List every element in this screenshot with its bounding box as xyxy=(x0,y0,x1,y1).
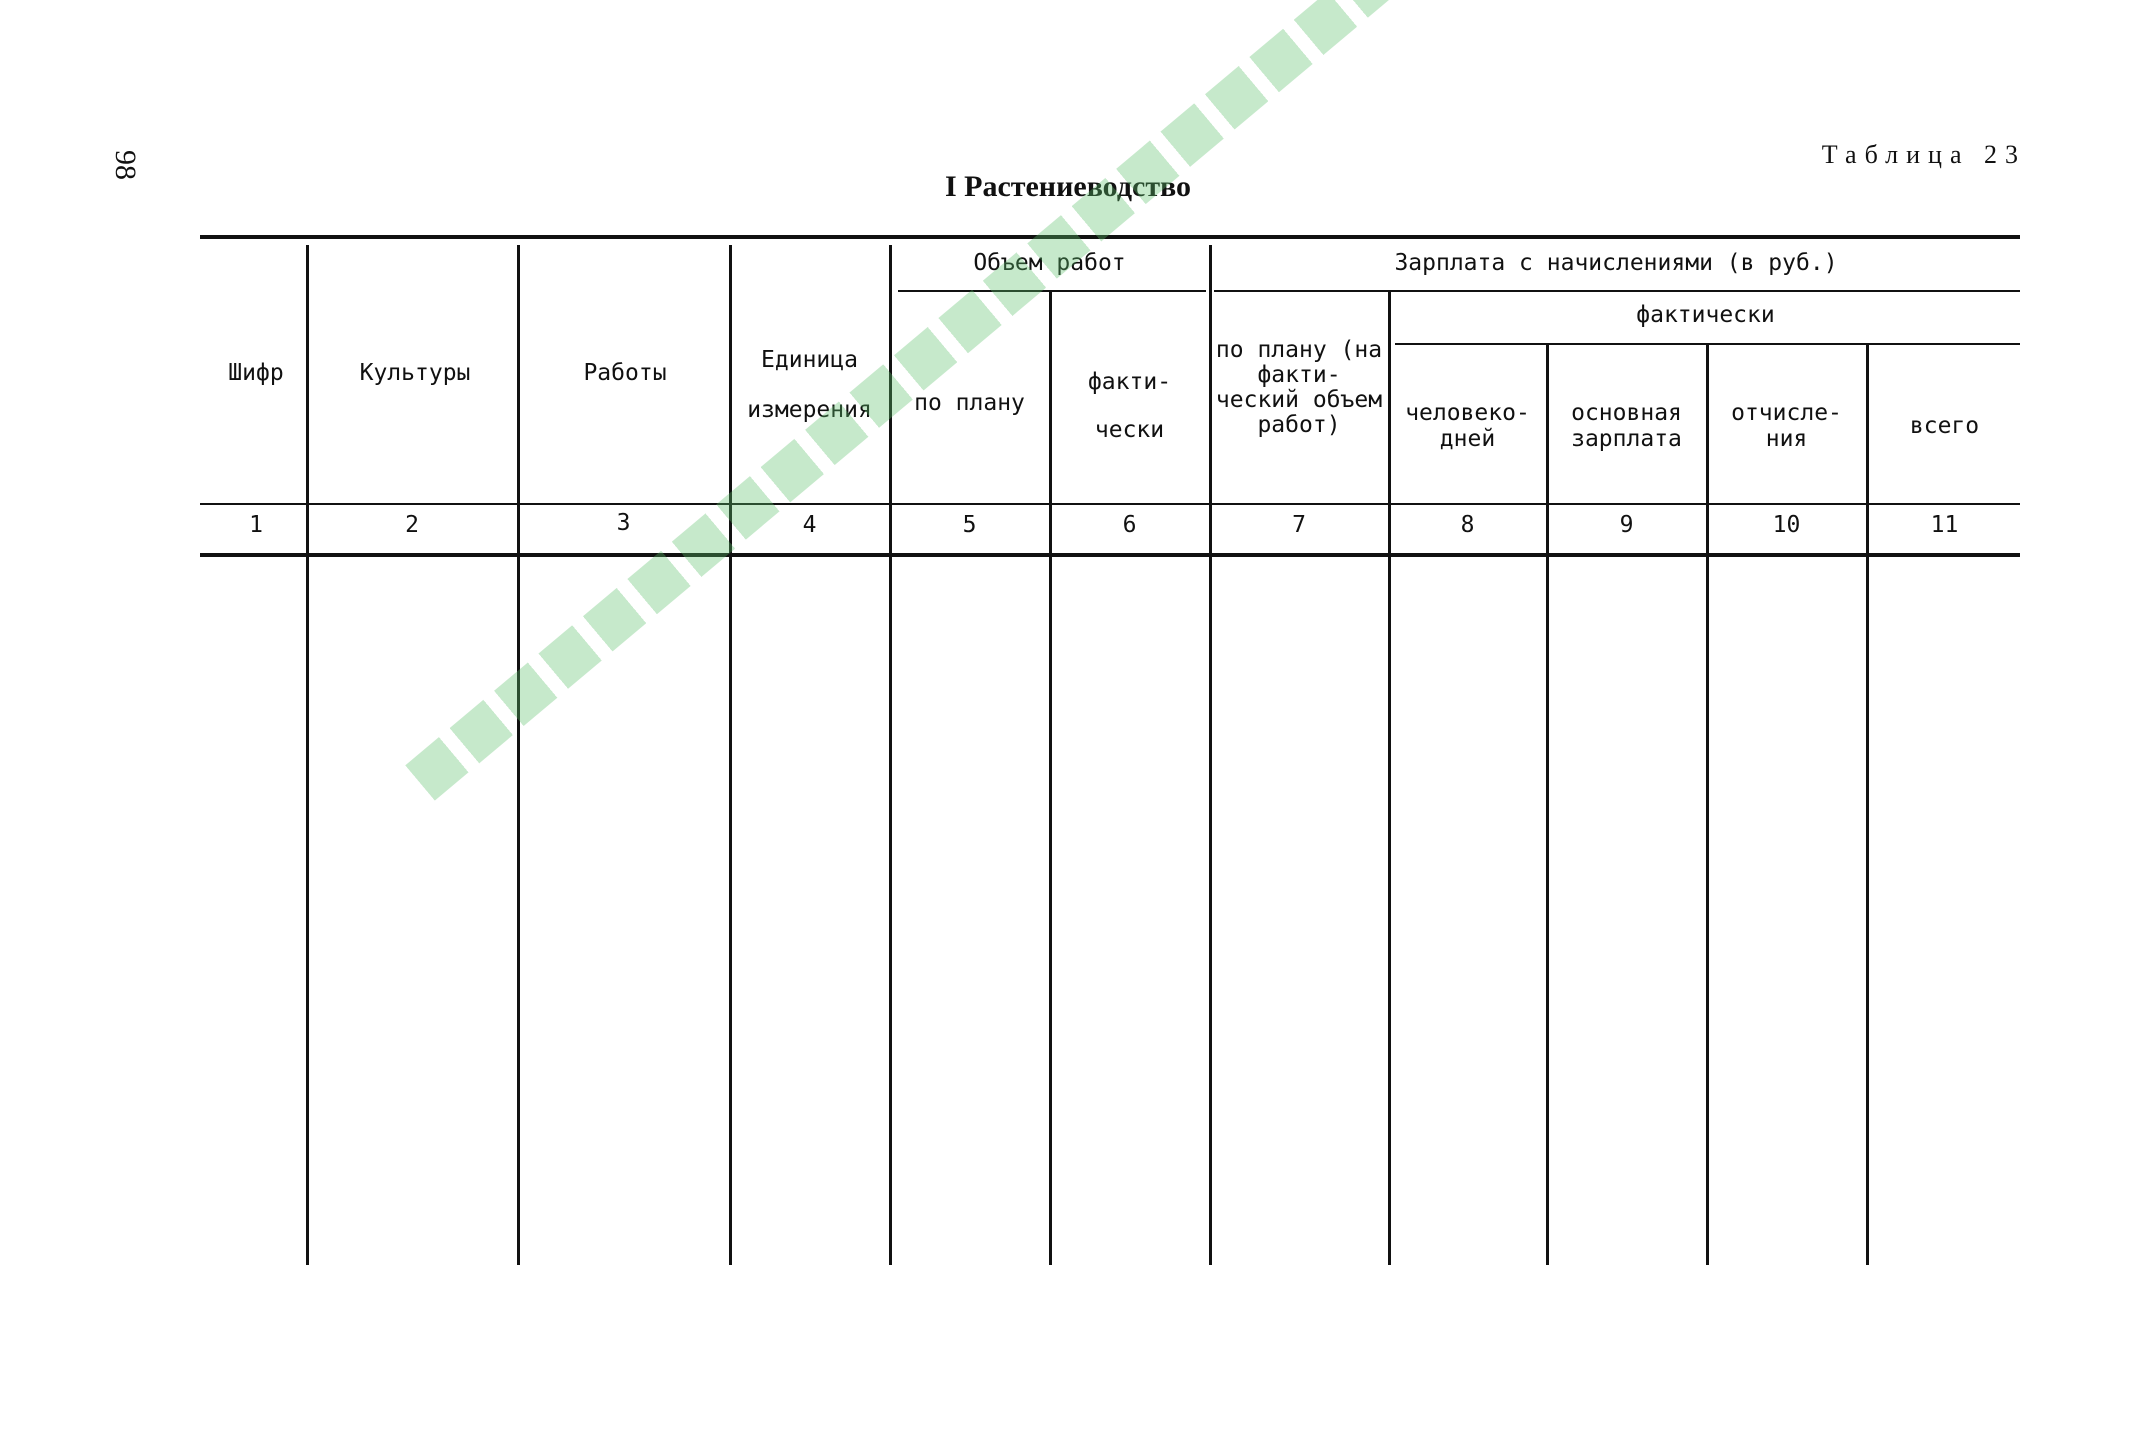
column-number: 8 xyxy=(1460,512,1475,538)
wage-group-rule xyxy=(1214,290,2020,292)
column-divider-9 xyxy=(1706,345,1709,1265)
column-number: 10 xyxy=(1772,512,1801,538)
column-number: 4 xyxy=(802,512,817,538)
section-title: I Растениеводство xyxy=(944,170,1192,203)
header-works: Работы xyxy=(583,360,667,386)
header-code: Шифр xyxy=(228,360,284,386)
header-total: всего xyxy=(1909,413,1980,439)
column-divider-10 xyxy=(1866,345,1869,1265)
header-bottom-rule xyxy=(200,503,2020,505)
column-number: 11 xyxy=(1930,512,1959,538)
header-volume-plan: по плану xyxy=(914,390,1025,416)
header-wage-actual-group: фактически xyxy=(1636,302,1775,328)
column-number: 7 xyxy=(1292,512,1306,538)
header-wage-group: Зарплата с начислениями (в руб.) xyxy=(1394,250,1838,276)
page-number: 98 xyxy=(109,150,142,180)
column-number: 6 xyxy=(1122,512,1137,538)
volume-group-rule xyxy=(898,290,1206,292)
column-number: 2 xyxy=(405,512,419,538)
header-volume-group: Объем работ xyxy=(973,250,1126,276)
column-divider-1 xyxy=(306,245,309,1265)
header-base-wage: основная зарплата xyxy=(1571,400,1682,452)
column-number: 5 xyxy=(962,512,977,538)
column-number: 3 xyxy=(616,510,631,536)
column-divider-2 xyxy=(517,245,520,1265)
header-volume-actual: факти- чески xyxy=(1087,369,1172,443)
header-unit: Единица измерения xyxy=(747,347,872,423)
column-number: 1 xyxy=(249,512,263,538)
header-deductions: отчисле- ния xyxy=(1731,400,1842,452)
column-divider-8 xyxy=(1546,345,1549,1265)
header-man-days: человеко- дней xyxy=(1405,400,1530,452)
header-wage-plan: по плану (на факти- ческий объем работ) xyxy=(1215,337,1383,438)
numbers-bottom-rule xyxy=(200,553,2020,557)
table-top-rule xyxy=(200,235,2020,239)
table-label: Таблица 23 xyxy=(1821,140,2026,169)
header-crops: Культуры xyxy=(359,360,471,386)
column-number: 9 xyxy=(1619,512,1634,538)
